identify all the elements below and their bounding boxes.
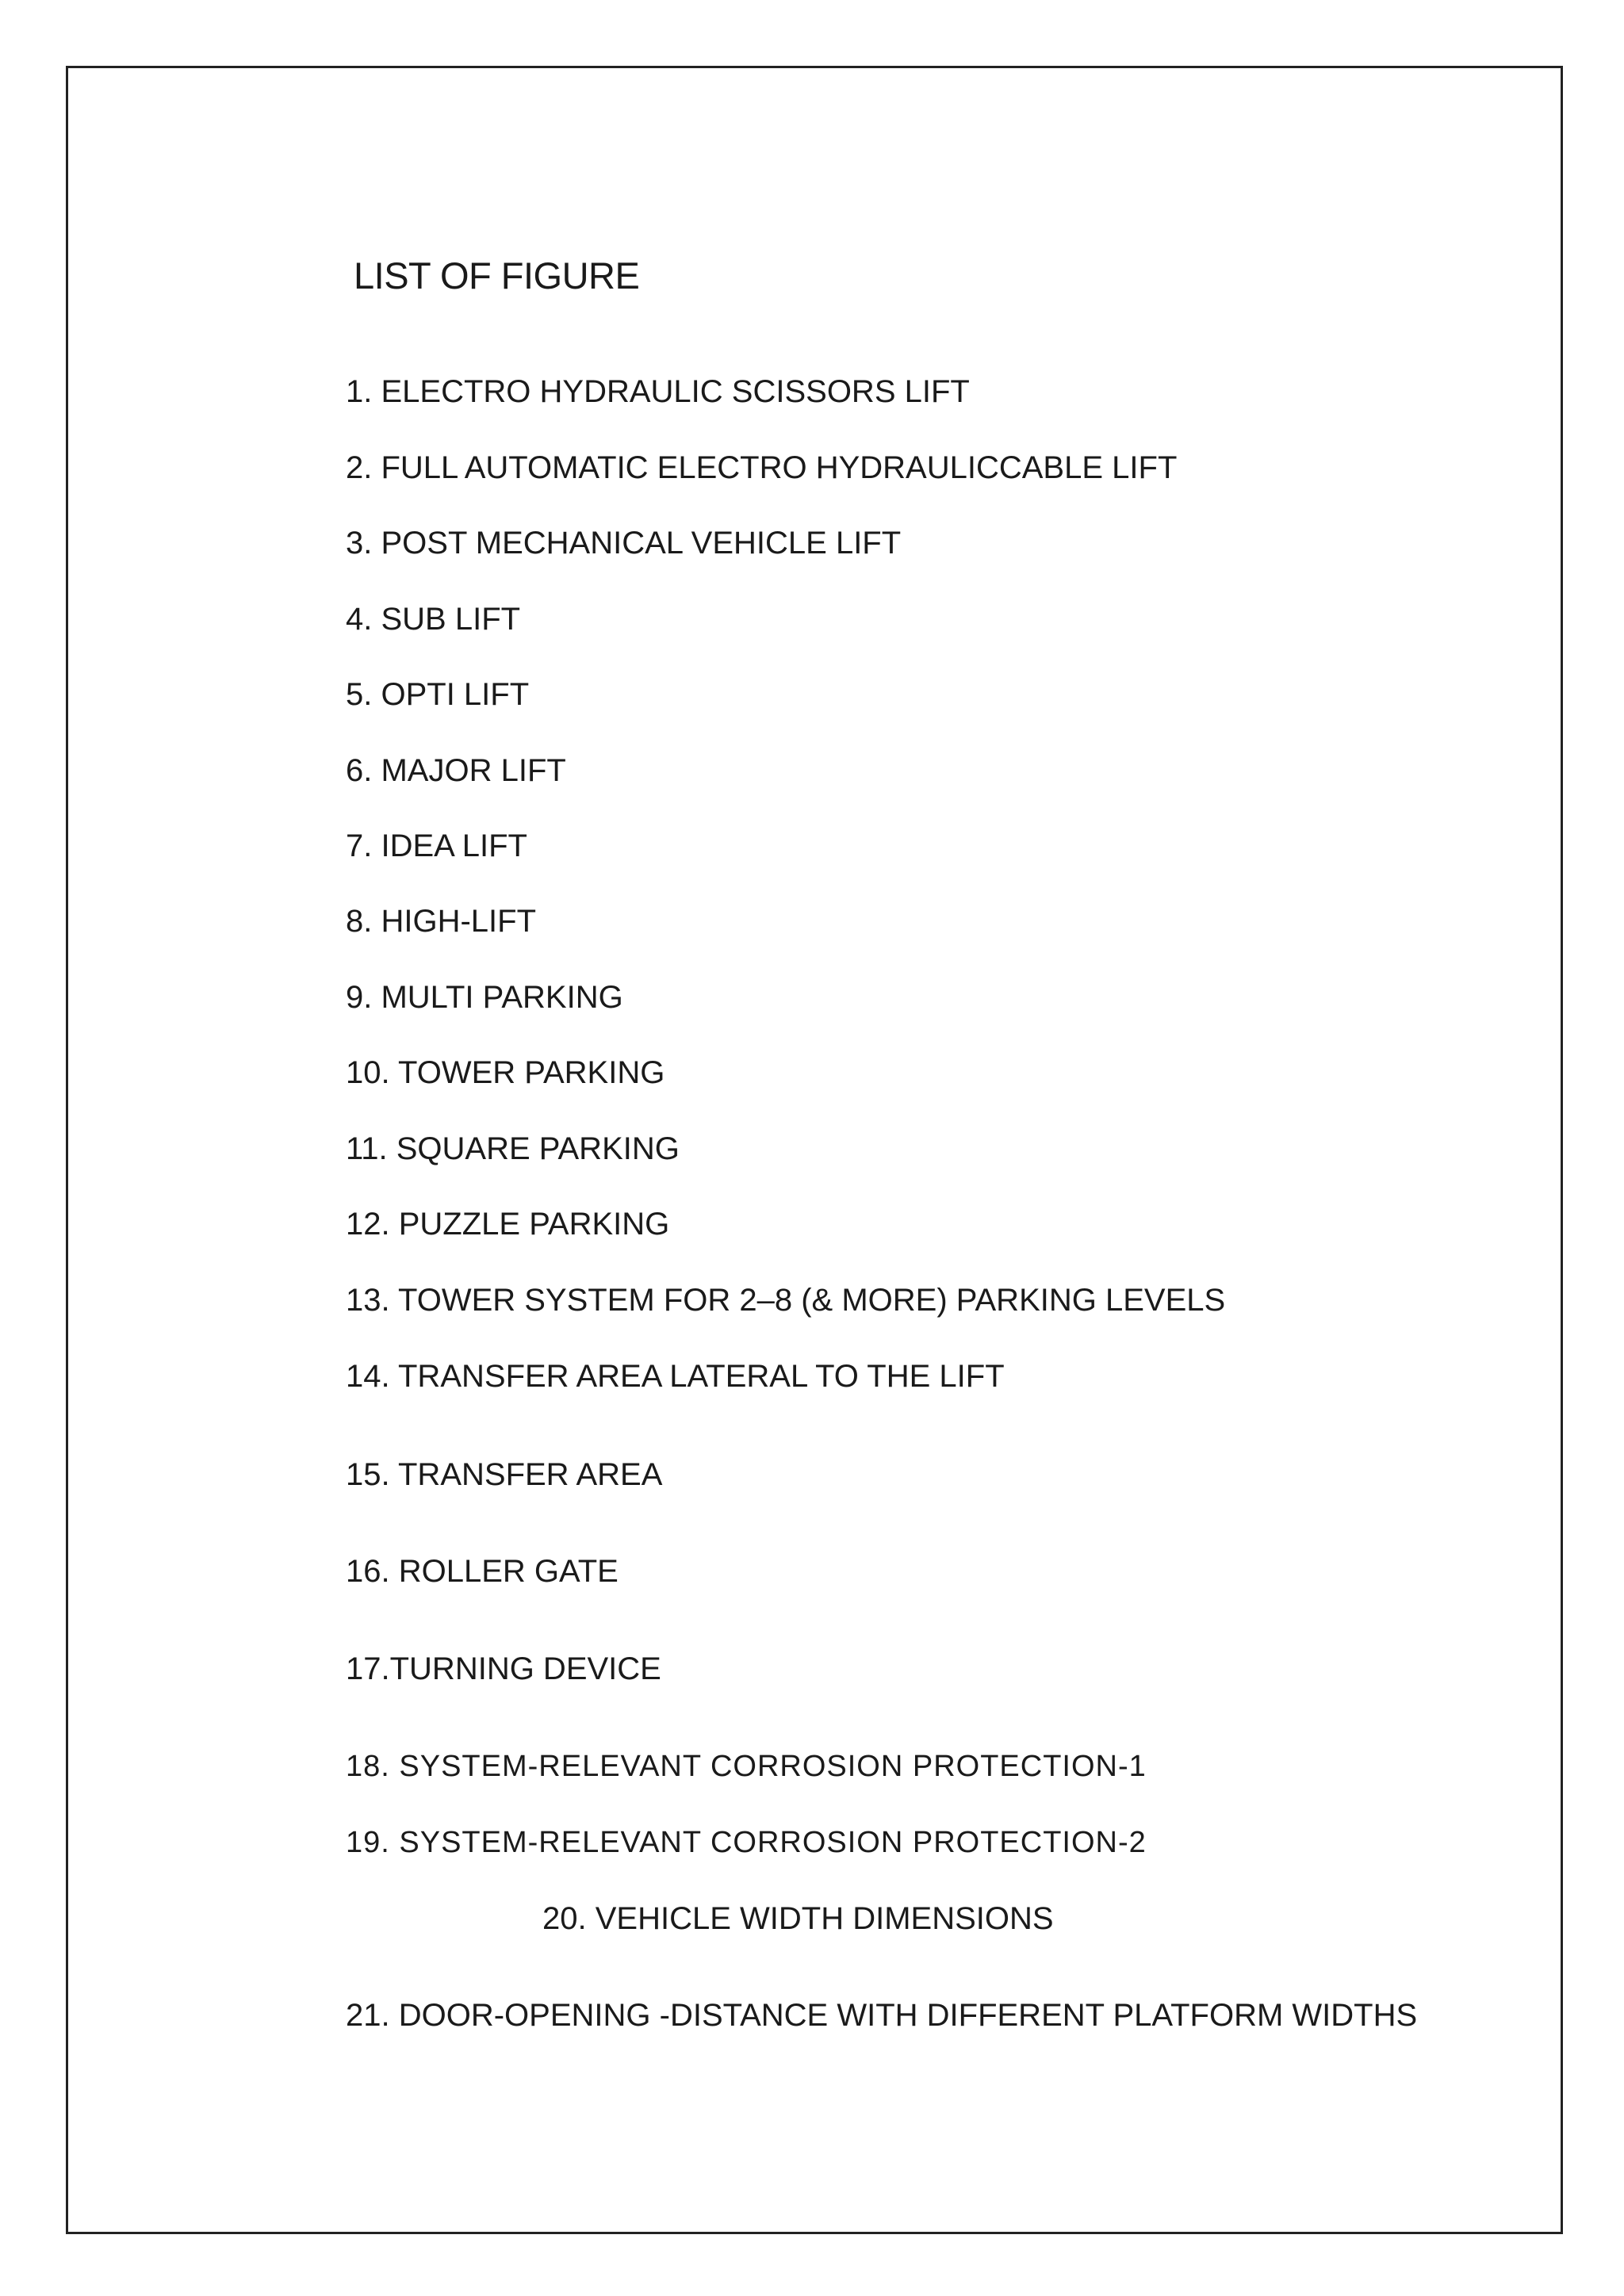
figure-list-item-8: 8. HIGH-LIFT: [346, 904, 537, 939]
figure-list-item-15: 15. TRANSFER AREA: [346, 1457, 663, 1492]
figure-list-item-4: 4. SUB LIFT: [346, 602, 521, 637]
figure-list-item-11: 11. SQUARE PARKING: [346, 1131, 680, 1166]
figure-list-item-17: 17.TURNING DEVICE: [346, 1651, 661, 1686]
figure-list-item-6: 6. MAJOR LIFT: [346, 753, 566, 788]
figure-list-item-21: 21. DOOR-OPENING -DISTANCE WITH DIFFERENT PLATFORM WIDTHS: [346, 1998, 1418, 2033]
figure-list-item-10: 10. TOWER PARKING: [346, 1055, 665, 1090]
figure-list-item-3: 3. POST MECHANICAL VEHICLE LIFT: [346, 526, 902, 561]
figure-list-item-19: 19. SYSTEM-RELEVANT CORROSION PROTECTION-2: [346, 1826, 1147, 1859]
page-title: LIST OF FIGURE: [354, 254, 640, 297]
figure-list-item-16: 16. ROLLER GATE: [346, 1554, 619, 1589]
figure-list-item-14: 14. TRANSFER AREA LATERAL TO THE LIFT: [346, 1359, 1005, 1394]
figure-list-item-1: 1. ELECTRO HYDRAULIC SCISSORS LIFT: [346, 374, 970, 409]
figure-list-item-9: 9. MULTI PARKING: [346, 980, 623, 1015]
figure-list-item-5: 5. OPTI LIFT: [346, 677, 530, 712]
figure-list-item-2: 2. FULL AUTOMATIC ELECTRO HYDRAULICCABLE LIFT: [346, 450, 1178, 485]
figure-list-item-12: 12. PUZZLE PARKING: [346, 1207, 670, 1242]
figure-list-item-7: 7. IDEA LIFT: [346, 828, 527, 863]
figure-list-item-18: 18. SYSTEM-RELEVANT CORROSION PROTECTION-1: [346, 1750, 1147, 1783]
figure-list-item-20: 20. VEHICLE WIDTH DIMENSIONS: [542, 1901, 1054, 1936]
figure-list-item-13: 13. TOWER SYSTEM FOR 2–8 (& MORE) PARKING LEVELS: [346, 1283, 1226, 1318]
